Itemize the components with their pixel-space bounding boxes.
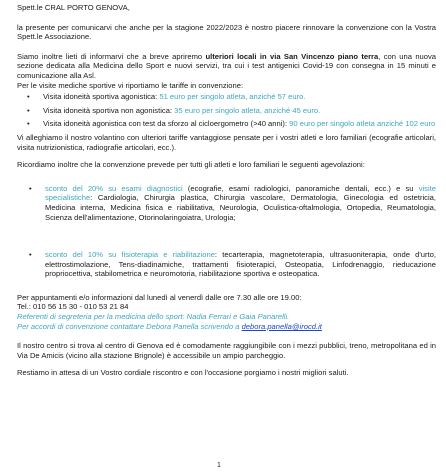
attached-paragraph: Vi alleghiamo il nostro volantino con ulteriori tariffe vantaggiose pensate per i vostri atleti e loro familiari (ecografie articolari, visita nutrizionistica, radiografie articolari, ecc.). (17, 132, 436, 152)
news-prefix: Siamo inoltre lieti di informarvi che a breve apriremo (17, 51, 206, 61)
tariff-price: 35 euro per singolo atleta, anziché 45 euro. (174, 105, 321, 115)
tariff-list (17, 92, 436, 129)
discount-text: (ecografie, esami radiologici, panoramiche dentali, ecc.) e su (182, 183, 419, 193)
discount-item (17, 250, 436, 279)
tariff-item (17, 119, 436, 129)
news-paragraph (17, 52, 436, 81)
tariff-label: Visita idoneità sportiva non agonistica: (43, 105, 175, 115)
page-number: 1 (217, 462, 221, 469)
tariff-label: Visita idoneità sportiva agonistica: (43, 92, 160, 102)
discount-text: : Cardiologia, Chirurgia plastica, Chirurgia vascolare, Dermatologia, Ginecologia ed ostetricia, Medicina interna, Medicina fisica e riabilitativa, Neurologia, Oculistica-oftalmologia, Ortopedia, Reumatologia, Scienza dell'alimentazione, Otorinolaringoiatra, Urologia; (45, 193, 436, 222)
tariff-price: 90 euro per singolo atleta anziché 102 euro (289, 119, 436, 129)
bullet-icon: • (29, 183, 32, 193)
discount-accent: sconto del 20% su esami diagnostici (45, 183, 183, 193)
location-paragraph: Il nostro centro si trova al centro di Genova ed è comodamente raggiungibile con i mezzi pubblici, treno, metropolitana ed in Via De Amicis (vicino alla stazione Brignole) è accessibile un ampio parcheggio. (17, 341, 436, 360)
discount-item (17, 184, 436, 222)
news-highlight: ulteriori locali in via San Vincenzo piano terra (205, 51, 379, 61)
discount-text: : tecarterapia, magnetoterapia, ultrasuoniterapia, onde d'urto, elettrostimolazione, Tens-diadinamiche, trattamenti fisioterapici, Osteopatia, Linfodrenaggio, rieducazione propriocettiva, stabilometrica e neuromotoria, riabilitazione sportiva e osteopatica. (45, 250, 436, 279)
contact-phone: Tel.: 010 56 15 30 - 010 53 21 84 (17, 302, 129, 312)
reminder-paragraph: Ricordiamo inoltre che la convenzione prevede per tutti gli atleti e loro familiari le seguenti agevolazioni: (17, 160, 365, 170)
visits-intro: Per le visite mediche sportive vi riportiamo le tariffe in convenzione: (17, 80, 244, 90)
tariff-item (17, 92, 436, 102)
email-link[interactable]: debora.panella@irocd.it (241, 321, 322, 331)
closing-paragraph: Restiamo in attesa di un Vostro cordiale riscontro e con l'occasione porgiamo i nostri migliori saluti. (17, 368, 349, 378)
discount-list (17, 250, 436, 279)
discount-accent: visite specialistiche (45, 183, 436, 203)
news-suffix: , con una nuova sezione dedicata alla Medicina dello Sport e nuovi servizi, tra cui i test antigenici Covid-19 con consegna in 15 minuti e comunicazione alla Asl. (17, 51, 437, 80)
bullet-icon: • (27, 92, 30, 102)
bullet-icon: • (27, 105, 30, 115)
discount-list (17, 184, 436, 222)
bullet-icon: • (27, 119, 30, 129)
tariff-item (17, 106, 436, 116)
bullet-icon: • (29, 250, 32, 260)
contact-referents: Referenti di segreteria per la medicina dello sport: Nadia Ferrari e Gaia Panarelli. (17, 312, 290, 322)
tariff-label: Visita idoneità agonistica con test da sforzo al cicloergometro (>40 anni): (43, 119, 290, 129)
intro-paragraph: la presente per comunicarvi che anche per la stagione 2022/2023 è nostro piacere rinnovare la convenzione con la Vostra Spett.le Associazione. (17, 22, 436, 42)
tariff-price: 51 euro per singolo atleta, anziché 57 euro. (159, 92, 306, 102)
agreements-prefix: Per accordi di convenzione contattare Debora Panella scrivendo a (17, 321, 242, 331)
recipient-line: Spett.le CRAL PORTO GENOVA, (17, 3, 130, 12)
contact-agreements (17, 322, 436, 332)
discount-accent: sconto del 10% su fisioterapia e riabilitazione (45, 250, 215, 260)
contact-hours: Per appuntamenti e/o informazioni dal lunedì al venerdì dalle ore 7.30 alle ore 19.00: (17, 292, 302, 302)
